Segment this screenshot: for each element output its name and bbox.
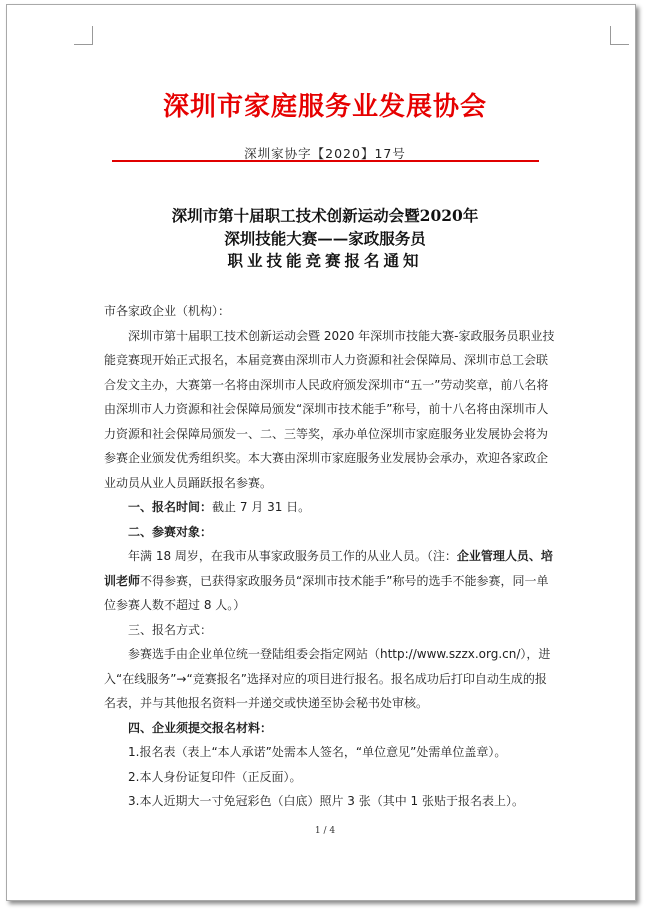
section-3-heading: 三、报名方式： [128,622,213,637]
notice-title-line-3: 职业技能竞赛报名通知 [227,251,423,270]
material-item-2: 2.本人身份证复印件（正反面）。 [128,769,302,784]
section-1-heading: 一、报名时间： [128,500,213,514]
notice-title-line-1: 深圳市第十届职工技术创新运动会暨2020年 [171,206,479,225]
notice-title-line-2: 深圳技能大赛——家政服务员 [224,228,426,248]
intro-paragraph: 深圳市第十届职工技术创新运动会暨 2020 年深圳市技能大赛-家政服务员职业技能竞赛现开始正式报名，本届竞赛由深圳市人力资源和社会保障局、深圳市总工会联合发文主办，大赛第一名将由深圳市人民政府颁发深圳市“五一”劳动奖章，前八名将由深圳市人力资源和社会保障局颁发“深圳市技术能手”称号，前十八名将由深圳市人力资源和社会保障局颁发一、二、三等奖，承办单位深圳市家庭服务业发展协会将为参赛企业颁发优秀组织奖。本大赛由深圳市家庭服务业发展协会承办，欢迎各家政企业动员从业人员踊跃报名参赛。 [104,328,555,490]
organization-title: 深圳市家庭服务业发展协会 [162,92,487,122]
section-2-heading: 二、参赛对象： [128,524,213,539]
section-1-text: 截止 7 月 31 日。 [212,500,311,514]
material-item-3: 3.本人近期大一寸免冠彩色（白底）照片 3 张（其中 1 张贴于报名表上）。 [128,794,524,808]
notice-body [104,299,556,814]
section-4-heading: 四、企业须提交报名材料： [128,720,273,735]
section-2-text [104,544,556,618]
material-item-1: 1.报名表（表上“本人承诺”处需本人签名，“单位意见”处需单位盖章）。 [128,745,507,759]
crop-mark-top-right [610,26,629,45]
section-2-bold-text: 企业管理人员、培训老师 [104,549,553,588]
section-3-text: 参赛选手由企业单位统一登陆组委会指定网站（http://www.szzx.org.cn/），进入“在线服务”→“竞赛报名”选择对应的项目进行报名。报名成功后打印自动生成的报名表，并与其他报名资料一并递交或快递至协会秘书处审核。 [104,647,551,710]
notice-title [0,205,650,273]
red-separator-line [112,160,539,162]
salutation: 市各家政企业（机构）： [104,304,231,318]
section-registration-time [104,495,556,520]
section-2-text-a: 年满 18 周岁，在我市从事家政服务员工作的从业人员。（注： [128,549,457,563]
page-indicator: 1 / 4 [314,826,336,836]
crop-mark-top-left [74,26,93,45]
section-2-text-b: 不得参赛，已获得家政服务员“深圳市技术能手”称号的选手不能参赛，同一单位参赛人数不超过 8 人。） [104,573,549,612]
document-number: 深圳家协字【2020】17号 [244,146,406,161]
